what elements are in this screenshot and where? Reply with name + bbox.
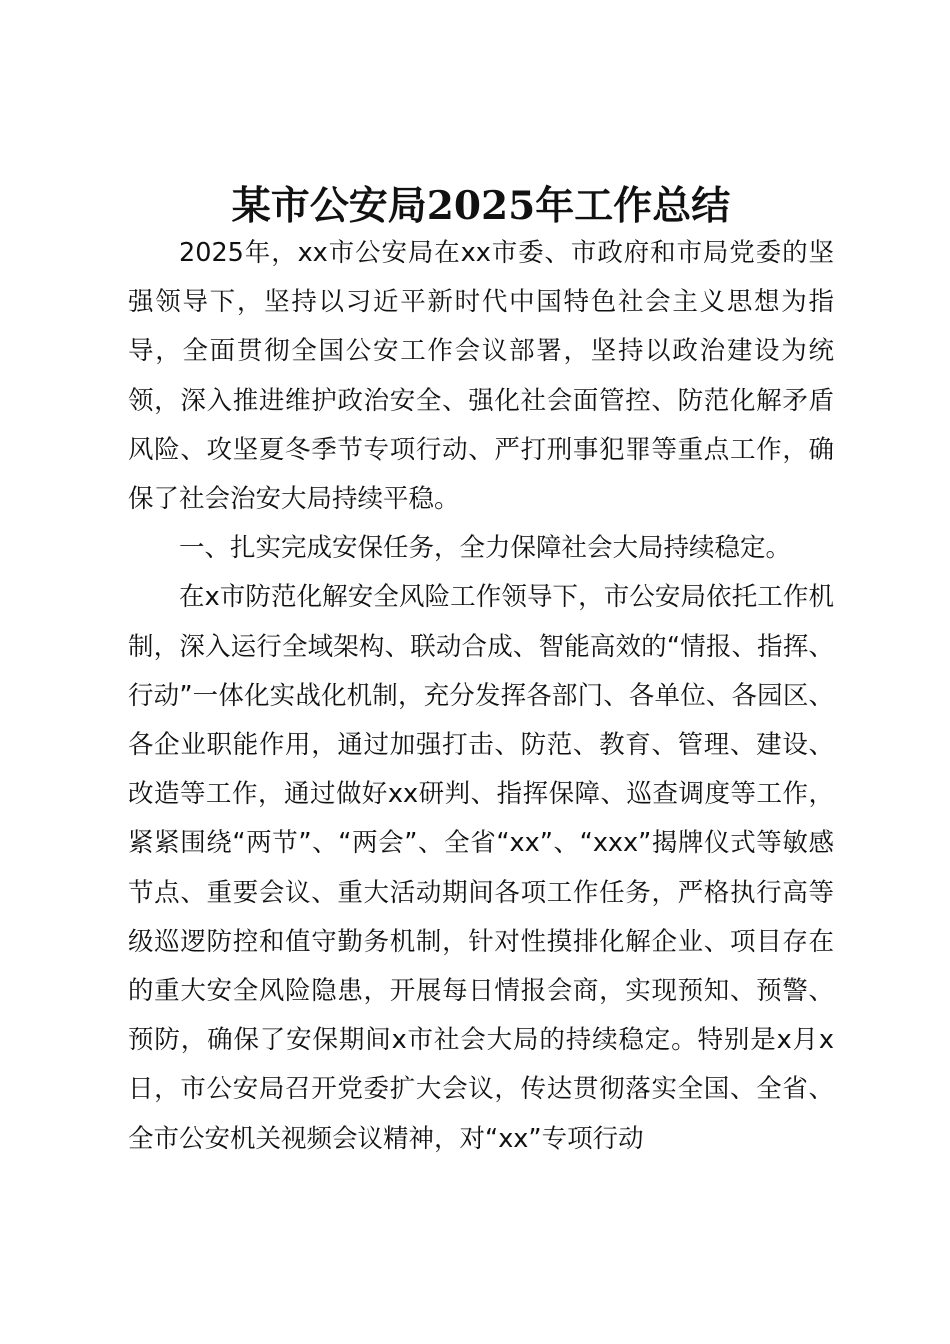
document-title: 某市公安局2025年工作总结: [231, 183, 731, 229]
section-heading-1: 一、扎实完成安保任务，全力保障社会大局持续稳定。: [179, 533, 792, 564]
section-1-paragraph: 在x市防范化解安全风险工作领导下，市公安局依托工作机制，深入运行全域架构、联动合成、智能高效的“情报、指挥、行动”一体化实战化机制，充分发挥各部门、各单位、各园区、各企业职能作用，通过加强打击、防范、教育、管理、建设、改造等工作，通过做好xx研判、指挥保障、巡查调度等工作，紧紧围绕“两节”、“两会”、全省“xx”、“xxx”揭牌仪式等敏感节点、重要会议、重大活动期间各项工作任务，严格执行高等级巡逻防控和值守勤务机制，针对性摸排化解企业、项目存在的重大安全风险隐患，开展每日情报会商，实现预知、预警、预防，确保了安保期间x市社会大局的持续稳定。特别是x月x日，市公安局召开党委扩大会议，传达贯彻落实全国、全省、全市公安机关视频会议精神，对“xx”专项行动: [128, 582, 834, 1154]
document-body: [128, 229, 834, 1164]
intro-paragraph: 2025年，xx市公安局在xx市委、市政府和市局党委的坚强领导下，坚持以习近平新时代中国特色社会主义思想为指导，全面贯彻全国公安工作会议部署，坚持以政治建设为统领，深入推进维护政治安全、强化社会面管控、防范化解矛盾风险、攻坚夏冬季节专项行动、严打刑事犯罪等重点工作，确保了社会治安大局持续平稳。: [128, 238, 834, 515]
